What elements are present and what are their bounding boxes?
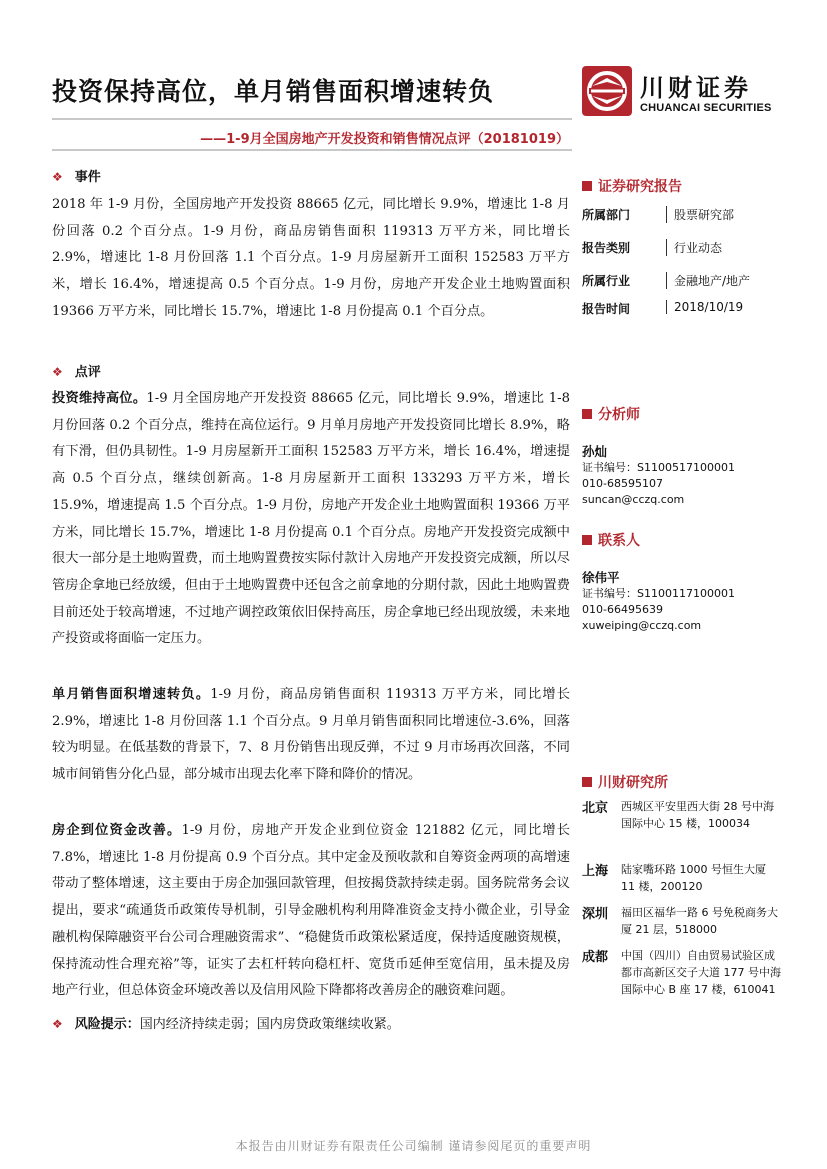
analyst-email[interactable]: suncan@cczq.com bbox=[582, 493, 685, 506]
contact-phone: 010-66495639 bbox=[582, 603, 663, 616]
square-bullet-icon bbox=[582, 535, 592, 545]
contact-block bbox=[582, 570, 735, 634]
paragraph-lead: 房企到位资金改善。 bbox=[52, 823, 182, 838]
paragraph-lead: 投资维持高位。 bbox=[52, 391, 147, 406]
event-paragraph: 2018 年 1-9 月份，全国房地产开发投资 88665 亿元，同比增长 9.9%，增速比 1-8 月份回落 0.2 个百分点。1-9 月份，商品房销售面积 119313 万平方米，同比增长 2.9%，增速比 1-8 月份回落 1.1 个百分点。1-9 月房屋新开工面积 152583 万平方米，增长 16.4%，增速提高 0.5 个百分点。1-9 月份，房地产开发企业土地购置面积 19366 万平方米，同比增长 15.7%，增速比 1-8 月份提高 0.1 个百分点。 bbox=[52, 197, 570, 319]
office-shenzhen: 深圳 福田区福华一路 6 号免税商务大厦 21 层，518000 bbox=[582, 906, 778, 936]
office-shanghai: 上海 陆家嘴环路 1000 号恒生大厦 11 楼，200120 bbox=[582, 863, 766, 893]
review-paragraph-sales: 单月销售面积增速转负。1-9 月份，商品房销售面积 119313 万平方米，同比增长 2.9%，增速比 1-8 月份回落 1.1 个百分点。9 月单月销售面积同比增速位-3.6%，回落较为明显。在低基数的背景下，7、8 月份销售出现反弹，不过 9 月市场再次回落，不同城市间销售分化凸显，部分城市出现去化率下降和降价的情况。 bbox=[52, 687, 570, 783]
info-row-department: 所属部门 股票研究部 bbox=[582, 208, 735, 222]
square-bullet-icon bbox=[582, 181, 592, 191]
paragraph-lead: 单月销售面积增速转负。 bbox=[52, 687, 211, 702]
report-type-heading: 证券研究报告 bbox=[582, 176, 682, 196]
square-bullet-icon bbox=[582, 777, 592, 787]
contact-email[interactable]: xuweiping@cczq.com bbox=[582, 619, 702, 632]
diamond-bullet-icon: ❖ bbox=[52, 170, 63, 184]
analyst-block bbox=[582, 444, 735, 508]
diamond-bullet-icon: ❖ bbox=[52, 365, 63, 379]
logo-chinese-name: 川财证券 bbox=[640, 74, 752, 102]
event-heading: ❖ 事件 bbox=[52, 170, 101, 185]
footer-disclaimer: 本报告由川财证券有限责任公司编制 谨请参阅尾页的重要声明 bbox=[235, 1139, 592, 1153]
analyst-cert: 证书编号：S1100517100001 bbox=[582, 461, 735, 474]
contact-cert: 证书编号：S1100117100001 bbox=[582, 587, 735, 600]
office-chengdu: 成都 中国（四川）自由贸易试验区成都市高新区交子大道 177 号中海国际中心 B 座 17 楼，610041 bbox=[582, 949, 781, 996]
contact-name: 徐伟平 bbox=[582, 570, 620, 585]
contact-heading: 联系人 bbox=[582, 530, 640, 550]
analyst-heading: 分析师 bbox=[582, 404, 640, 424]
review-paragraph-investment: 投资维持高位。1-9 月全国房地产开发投资 88665 亿元，同比增长 9.9%，增速比 1-8 月份回落 0.2 个百分点，维持在高位运行。9 月单月房地产开发投资同比增长 8.9%，略有下滑，但仍具韧性。1-9 月房屋新开工面积 152583 万平方米，增长 16.4%，增速提高 0.5 个百分点，继续创新高。1-8 月房屋新开工面积 133293 万平方米，增长 15.9%，增速提高 1.5 个百分点。1-9 月份，房地产开发企业土地购置面积 19366 万平方米，同比增长 15.7%，增速比 1-8 月份提高 0.1 个百分点。房地产开发投资完成额中很大一部分是土地购置费，而土地购置费按实际付款计入房地产开发投资完成额，所以尽管房企拿地已经放缓，但由于土地购置费中还包含之前拿地的分期付款，因此土地购置费目前还处于较高增速，不过地产调控政策依旧保持高压，房企拿地已经出现放缓，未来地产投资或将面临一定压力。 bbox=[52, 391, 570, 647]
company-logo bbox=[582, 66, 772, 116]
analyst-phone: 010-68595107 bbox=[582, 477, 663, 490]
title-rule-top bbox=[52, 118, 572, 120]
chuancai-logo-icon bbox=[582, 66, 632, 116]
square-bullet-icon bbox=[582, 409, 592, 419]
info-row-category: 报告类别 行业动态 bbox=[582, 241, 723, 255]
info-row-date: 报告时间 2018/10/19 bbox=[582, 300, 744, 316]
diamond-bullet-icon: ❖ bbox=[52, 1017, 63, 1031]
risk-warning: ❖ 风险提示：国内经济持续走弱；国内房贷政策继续收紧。 bbox=[52, 1017, 400, 1032]
info-row-industry: 所属行业 金融地产/地产 bbox=[582, 274, 751, 288]
institute-heading: 川财研究所 bbox=[582, 772, 668, 792]
office-beijing: 北京 西城区平安里西大街 28 号中海国际中心 15 楼，100034 bbox=[582, 800, 774, 830]
report-title: 投资保持高位，单月销售面积增速转负 bbox=[52, 77, 495, 106]
title-rule-bottom bbox=[52, 149, 572, 151]
review-heading: ❖ 点评 bbox=[52, 365, 101, 380]
analyst-name: 孙灿 bbox=[582, 444, 608, 459]
report-subtitle: ——1-9月全国房地产开发投资和销售情况点评（20181019） bbox=[200, 132, 569, 147]
logo-english-name: CHUANCAI SECURITIES bbox=[640, 102, 772, 114]
review-paragraph-funding: 房企到位资金改善。1-9 月份，房地产开发企业到位资金 121882 亿元，同比增长 7.8%，增速比 1-8 月份提高 0.9 个百分点。其中定金及预收款和自筹资金两项的高增速带动了整体增速，这主要由于房企加强回款管理，但按揭贷款持续走弱。国务院常务会议提出，要求“疏通货币政策传导机制，引导金融机构利用降准资金支持小微企业，引导金融机构保障融资平台公司合理融资需求”、“稳健货币政策松紧适度，保持适度融资规模，保持流动性合理充裕”等，证实了去杠杆转向稳杠杆、宽货币延伸至宽信用，虽未提及房地产行业，但总体资金环境改善以及信用风险下降都将改善房企的融资难问题。 bbox=[52, 823, 570, 999]
